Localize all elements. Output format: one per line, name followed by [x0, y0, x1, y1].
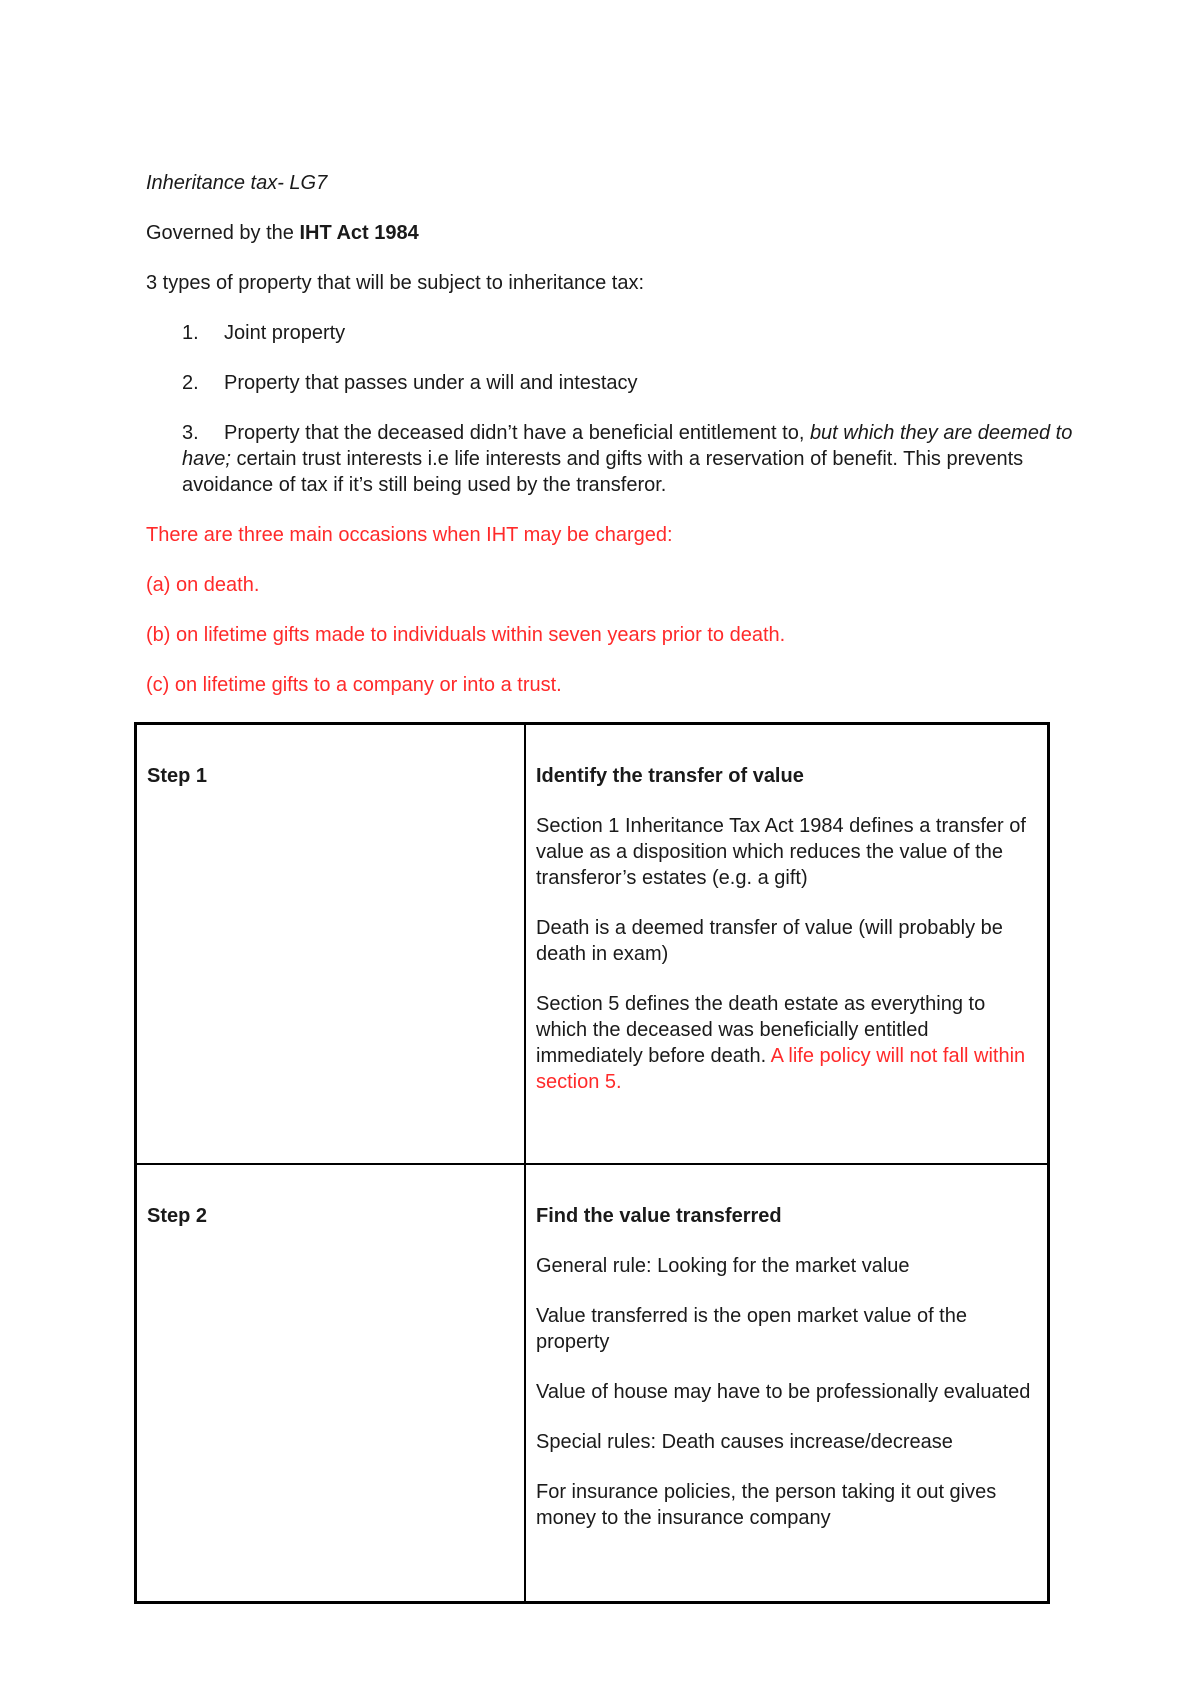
step-paragraph: General rule: Looking for the market value: [536, 1255, 910, 1277]
list-text-italic: but which they are deemed to have;: [182, 422, 1073, 470]
step-paragraph: Value transferred is the open market value of the property: [536, 1305, 967, 1353]
occasion-a: (a) on death.: [146, 574, 260, 596]
occasion-b: (b) on lifetime gifts made to individuals within seven years prior to death.: [146, 624, 786, 646]
step-label: Step 2: [147, 1205, 208, 1227]
occasions-intro: There are three main occasions when IHT may be charged:: [146, 524, 673, 546]
list-text: Property that passes under a will and intestacy: [224, 372, 638, 394]
step-paragraph: Value of house may have to be professionally evaluated: [536, 1381, 1031, 1403]
list-text: Joint property: [224, 322, 346, 344]
table-row: [136, 724, 1049, 1165]
step-content-cell: [525, 724, 1049, 1165]
table-row: [136, 1164, 1049, 1603]
property-types-list: [146, 320, 1076, 498]
list-number: 3.: [182, 422, 199, 444]
step-paragraph: Section 1 Inheritance Tax Act 1984 defines a transfer of value as a disposition which reduces the value of the transferor’s estates (e.g. a gift): [536, 815, 1026, 889]
list-item: [182, 420, 1076, 498]
governed-by-line: [146, 220, 1076, 246]
document-body: [146, 170, 1076, 698]
list-text: Property that the deceased didn’t have a beneficial entitlement to,: [224, 422, 810, 444]
list-number: 2.: [182, 372, 199, 394]
list-item: [182, 320, 1076, 346]
governed-act: IHT Act 1984: [299, 222, 419, 244]
step-paragraph: Special rules: Death causes increase/decrease: [536, 1431, 953, 1453]
step-paragraph: For insurance policies, the person taking it out gives money to the insurance company: [536, 1481, 997, 1529]
step-heading: Identify the transfer of value: [536, 765, 804, 787]
document-title: Inheritance tax- LG7: [146, 172, 328, 194]
step-paragraph-text: Section 5 defines the death estate as everything to which the deceased was beneficially entitled immediately before death.: [536, 993, 986, 1067]
governed-prefix: Governed by the: [146, 222, 300, 244]
steps-table: [134, 722, 1050, 1604]
step-label: Step 1: [147, 765, 208, 787]
property-types-intro: 3 types of property that will be subject to inheritance tax:: [146, 272, 645, 294]
step-paragraph: [536, 991, 1037, 1095]
step-content-cell: [525, 1164, 1049, 1603]
step-paragraph: Death is a deemed transfer of value (will probably be death in exam): [536, 917, 1003, 965]
occasion-c: (c) on lifetime gifts to a company or into a trust.: [146, 674, 562, 696]
step-label-cell: [136, 1164, 526, 1603]
step-label-cell: [136, 724, 526, 1165]
list-number: 1.: [182, 322, 199, 344]
list-item: [182, 370, 1076, 396]
step-paragraph-highlight: A life policy will not fall within section 5.: [536, 1045, 1026, 1093]
list-text-rest: certain trust interests i.e life interests and gifts with a reservation of benefit. This prevents avoidance of tax if it’s still being used by the transferor.: [182, 448, 1024, 496]
step-heading: Find the value transferred: [536, 1205, 782, 1227]
